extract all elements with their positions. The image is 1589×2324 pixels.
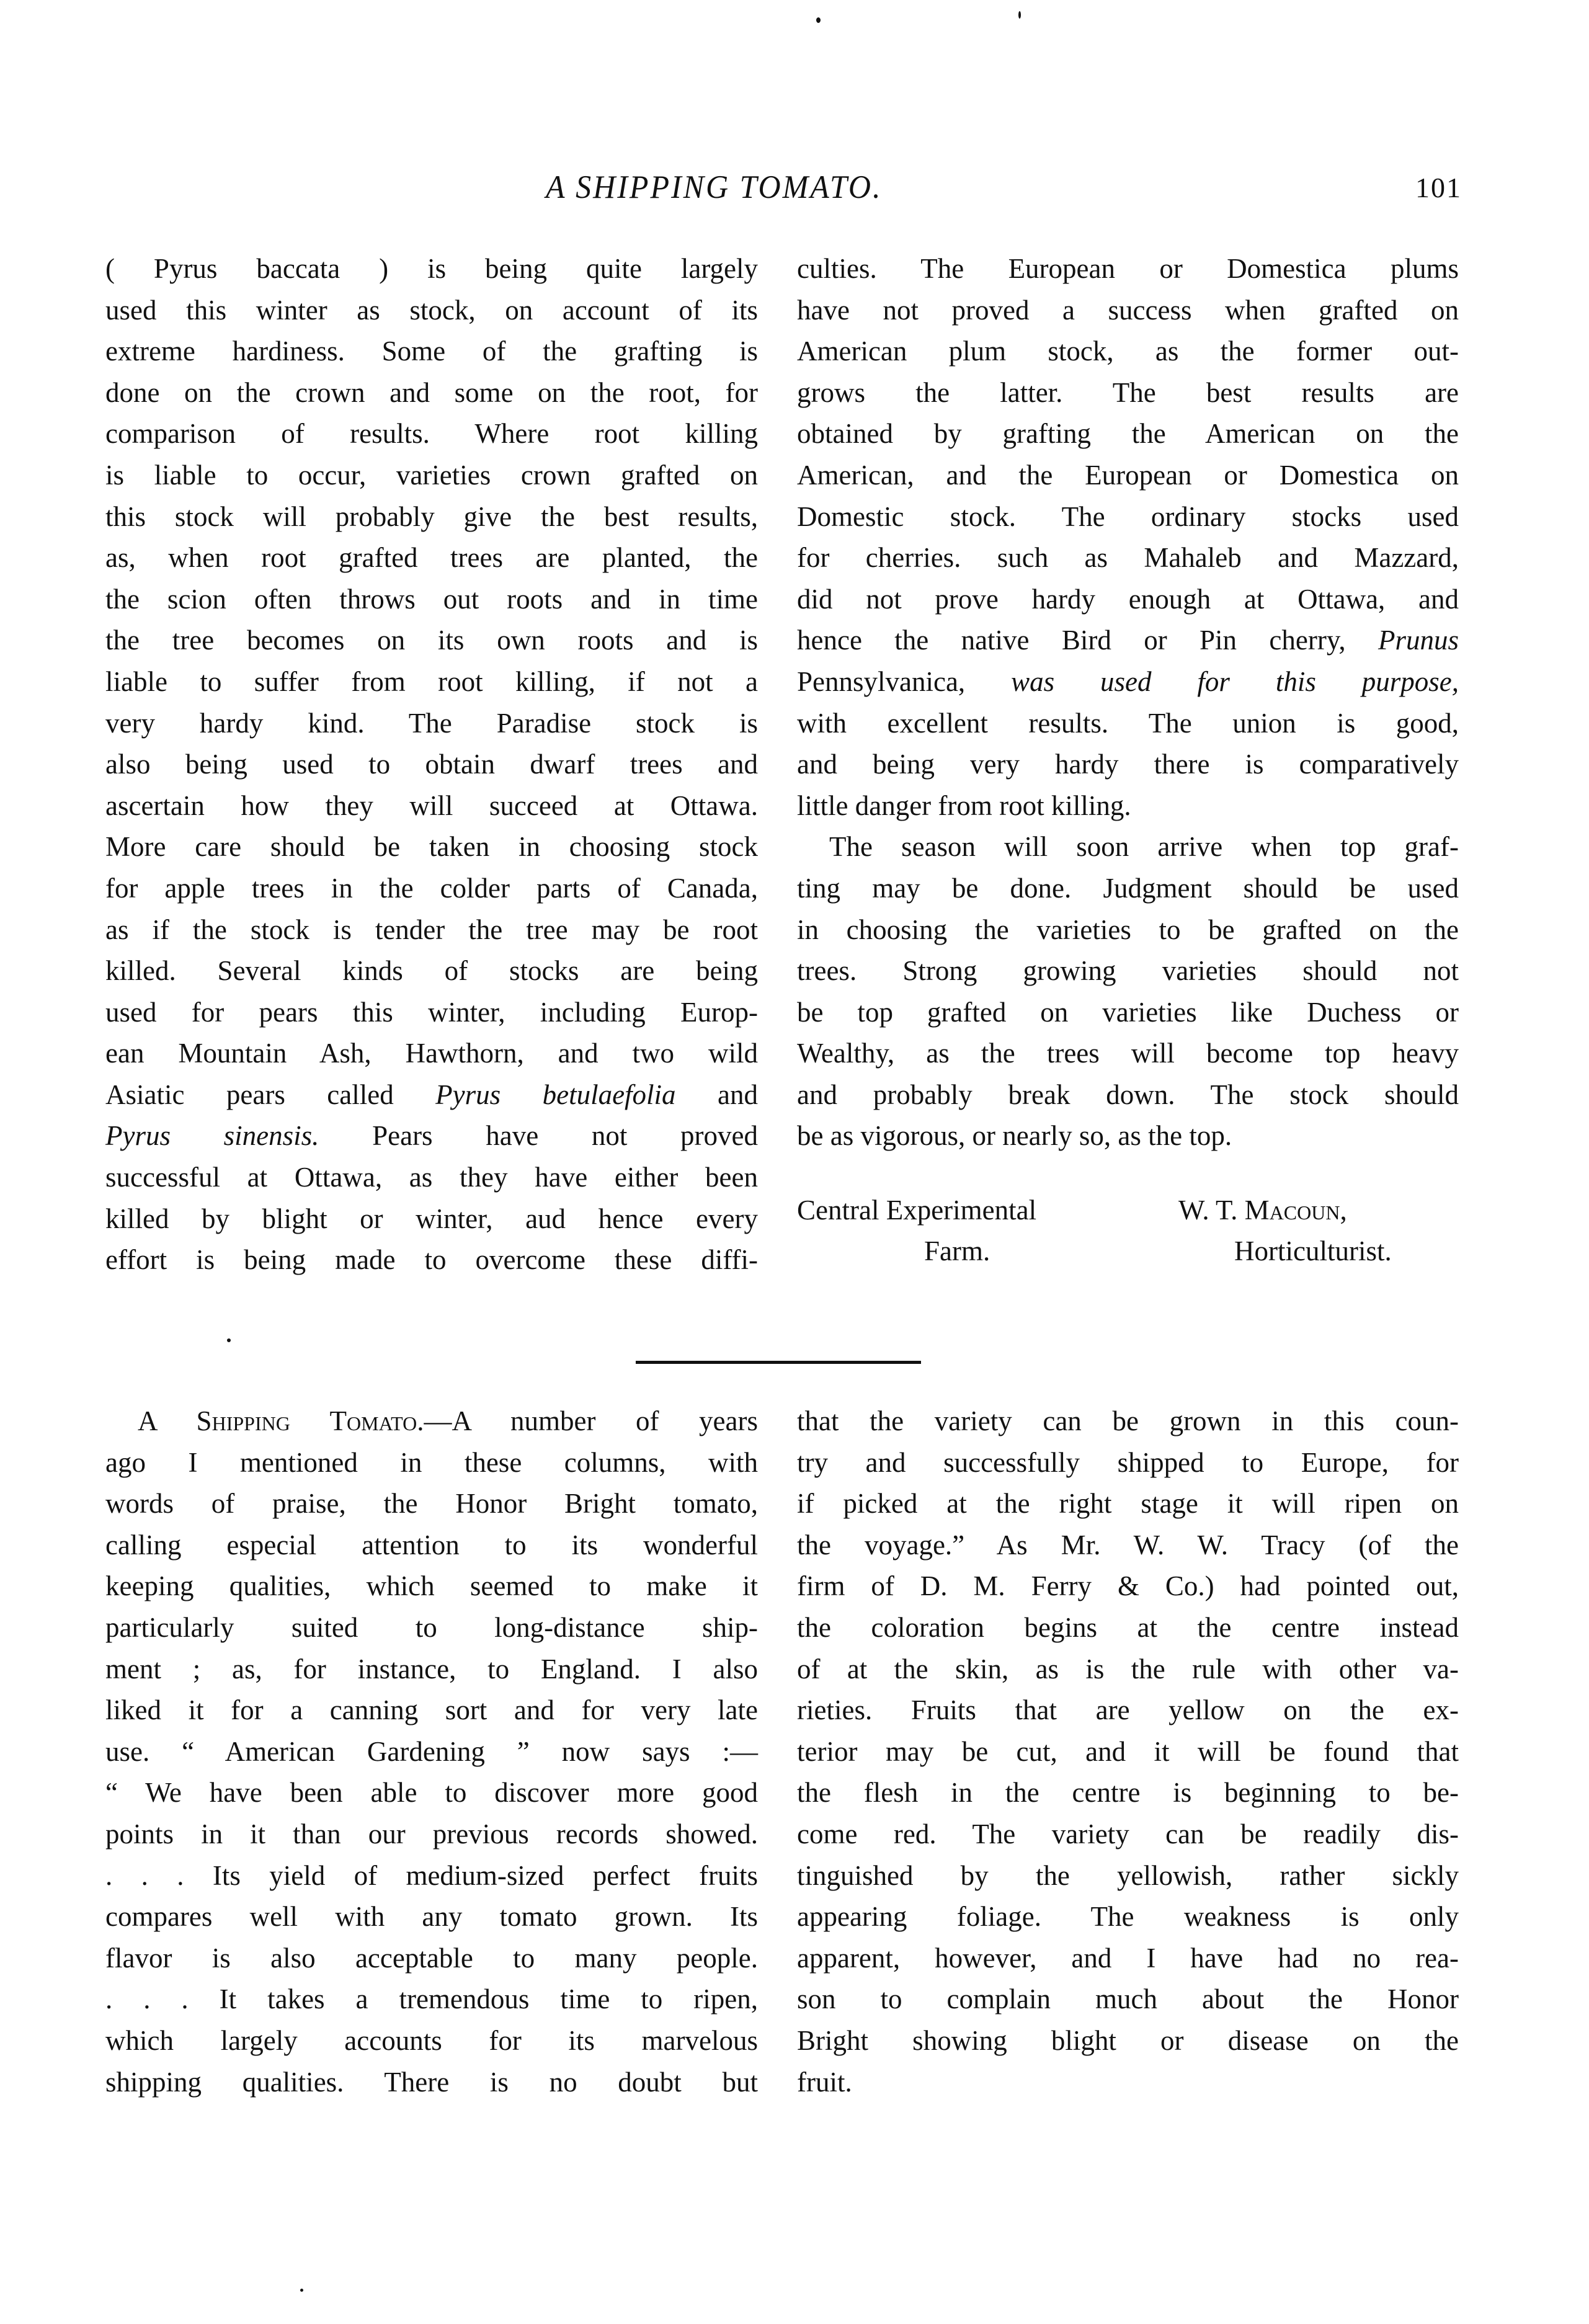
- text-line: Pennsylvanica, was used for this purpose,: [797, 666, 1459, 697]
- text-line: as, when root grafted trees are planted, the: [105, 542, 758, 574]
- text-line: obtained by grafting the American on the: [797, 418, 1459, 450]
- text-line: effort is being made to overcome these diffi-: [105, 1244, 758, 1276]
- text-line: which largely accounts for its marvelous: [105, 2024, 758, 2056]
- section-divider: [636, 1361, 921, 1364]
- scan-speck: [1018, 11, 1021, 19]
- text-line: as if the stock is tender the tree may be root: [105, 914, 758, 945]
- text-line: words of praise, the Honor Bright tomato,: [105, 1488, 758, 1520]
- text-line: ting may be done. Judgment should be used: [797, 872, 1459, 904]
- text-line: also being used to obtain dwarf trees and: [105, 749, 758, 780]
- text-line: little danger from root killing.: [797, 790, 1131, 821]
- text-line: liable to suffer from root killing, if not a: [105, 666, 758, 697]
- text-line: firm of D. M. Ferry & Co.) had pointed out,: [797, 1570, 1459, 1602]
- text-line: compares well with any tomato grown. Its: [105, 1901, 758, 1933]
- text-line: be as vigorous, or nearly so, as the top.: [797, 1120, 1232, 1152]
- text-line: this stock will probably give the best results,: [105, 501, 758, 532]
- text-line: comparison of results. Where root killing: [105, 418, 758, 450]
- italic-latin-name: Pyrus sinensis.: [105, 1120, 319, 1152]
- text-line: in choosing the varieties to be grafted on the: [797, 914, 1459, 945]
- text-line: the flesh in the centre is beginning to be-: [797, 1777, 1459, 1809]
- text-line: Wealthy, as the trees will become top heavy: [797, 1038, 1459, 1069]
- text-line: particularly suited to long-distance ship-: [105, 1611, 758, 1643]
- scan-speck: [227, 1338, 231, 1342]
- text-line: terior may be cut, and it will be found that: [797, 1735, 1459, 1767]
- text-line: with excellent results. The union is good,: [797, 707, 1459, 739]
- text-line: the tree becomes on its own roots and is: [105, 625, 758, 656]
- text-line: if picked at the right stage it will ripen on: [797, 1488, 1459, 1520]
- text-line: appearing foliage. The weakness is only: [797, 1901, 1459, 1933]
- article-one-left-column: [105, 248, 758, 1281]
- text-line: shipping qualities. There is no doubt but: [105, 2066, 758, 2098]
- text-line: grows the latter. The best results are: [797, 376, 1459, 408]
- text-line: successful at Ottawa, as they have either been: [105, 1162, 758, 1193]
- text-line: used this winter as stock, on account of its: [105, 294, 758, 326]
- italic-latin-name: Prunus: [1378, 625, 1459, 656]
- italic-latin-name: was used for this purpose,: [965, 666, 1459, 697]
- text-line: killed by blight or winter, aud hence every: [105, 1203, 758, 1234]
- text-line: have not proved a success when grafted on: [797, 294, 1459, 326]
- text-line: very hardy kind. The Paradise stock is: [105, 707, 758, 739]
- author-title: Horticulturist.: [1234, 1235, 1392, 1267]
- text-line: ascertain how they will succeed at Ottawa.: [105, 790, 758, 821]
- running-title: A SHIPPING TOMATO.: [546, 168, 883, 205]
- text-line: The season will soon arrive when top graf-: [829, 831, 1459, 863]
- text-line: rieties. Fruits that are yellow on the ex-: [797, 1694, 1459, 1726]
- text-line: American plum stock, as the former out-: [797, 336, 1459, 367]
- institution-line-1: Central Experimental: [797, 1195, 1037, 1226]
- text-line: of at the skin, as is the rule with other va-: [797, 1653, 1459, 1685]
- text-line: calling especial attention to its wonderful: [105, 1529, 758, 1560]
- text-line: tinguished by the yellowish, rather sickly: [797, 1859, 1459, 1891]
- text-line: “ We have been able to discover more good: [105, 1777, 758, 1809]
- text-line: fruit.: [797, 2066, 852, 2098]
- text-line: More care should be taken in choosing stock: [105, 831, 758, 863]
- text-line: Domestic stock. The ordinary stocks used: [797, 501, 1459, 532]
- text-line: the voyage.” As Mr. W. W. Tracy (of the: [797, 1529, 1459, 1560]
- text-line: . . . Its yield of medium-sized perfect fruits: [105, 1859, 758, 1891]
- text-line: Pyrus sinensis. Pears have not proved: [105, 1120, 758, 1152]
- institution-line-2: Farm.: [924, 1235, 990, 1267]
- text-line: ago I mentioned in these columns, with: [105, 1446, 758, 1478]
- text-line: trees. Strong growing varieties should not: [797, 955, 1459, 987]
- running-head: [0, 169, 1589, 212]
- text-line: used for pears this winter, including Europ-: [105, 996, 758, 1028]
- text-line: Bright showing blight or disease on the: [797, 2024, 1459, 2056]
- text-line: Asiatic pears called Pyrus betulaefolia and: [105, 1079, 758, 1110]
- article-two-left-column: [105, 1400, 758, 2103]
- text-line: and being very hardy there is comparatively: [797, 749, 1459, 780]
- text-line: American, and the European or Domestica on: [797, 459, 1459, 491]
- text-line: come red. The variety can be readily dis-: [797, 1818, 1459, 1850]
- text-line: liked it for a canning sort and for very late: [105, 1694, 758, 1726]
- article-two-right-column: [797, 1400, 1459, 2103]
- text-line: use. “ American Gardening ” now says :—: [105, 1735, 758, 1767]
- text-line: son to complain much about the Honor: [797, 1983, 1459, 2015]
- text-line: is liable to occur, varieties crown grafted on: [105, 459, 758, 491]
- signature-author: [1178, 1190, 1464, 1271]
- italic-latin-name: Pyrus betulaefolia: [435, 1079, 676, 1110]
- text-line: ean Mountain Ash, Hawthorn, and two wild: [105, 1038, 758, 1069]
- article-heading: A Shipping Tomato.: [138, 1405, 424, 1436]
- text-line: try and successfully shipped to Europe, for: [797, 1446, 1459, 1478]
- author-name: W. T. Macoun,: [1178, 1195, 1347, 1226]
- text-line: done on the crown and some on the root, for: [105, 376, 758, 408]
- text-line: flavor is also acceptable to many people.: [105, 1942, 758, 1974]
- text-line: hence the native Bird or Pin cherry, Prunus: [797, 625, 1459, 656]
- text-line: extreme hardiness. Some of the grafting is: [105, 336, 758, 367]
- text-line: killed. Several kinds of stocks are being: [105, 955, 758, 987]
- text-line: ( Pyrus baccata ) is being quite largely: [105, 253, 758, 284]
- article-one-right-column: [797, 248, 1459, 1157]
- text-line: for cherries. such as Mahaleb and Mazzard,: [797, 542, 1459, 574]
- text-line: A Shipping Tomato.—A number of years: [138, 1405, 759, 1436]
- text-line: ment ; as, for instance, to England. I also: [105, 1653, 758, 1685]
- text-line: for apple trees in the colder parts of Canada,: [105, 872, 758, 904]
- text-line: did not prove hardy enough at Ottawa, and: [797, 583, 1459, 615]
- text-line: . . . It takes a tremendous time to ripen,: [105, 1983, 758, 2015]
- text-line: points in it than our previous records showed.: [105, 1818, 758, 1850]
- text-line: culties. The European or Domestica plums: [797, 253, 1459, 284]
- text-line: apparent, however, and I have had no rea-: [797, 1942, 1459, 1974]
- signature-institution: [797, 1190, 1119, 1271]
- scan-speck: [816, 17, 821, 23]
- text-line: and probably break down. The stock should: [797, 1079, 1459, 1110]
- text-line: keeping qualities, which seemed to make it: [105, 1570, 758, 1602]
- scan-speck: [300, 2289, 303, 2292]
- page-number: 101: [1415, 172, 1462, 203]
- text-line: be top grafted on varieties like Duchess or: [797, 996, 1459, 1028]
- text-line: the coloration begins at the centre instead: [797, 1611, 1459, 1643]
- text-line: that the variety can be grown in this coun-: [797, 1405, 1459, 1436]
- text-line: the scion often throws out roots and in time: [105, 583, 758, 615]
